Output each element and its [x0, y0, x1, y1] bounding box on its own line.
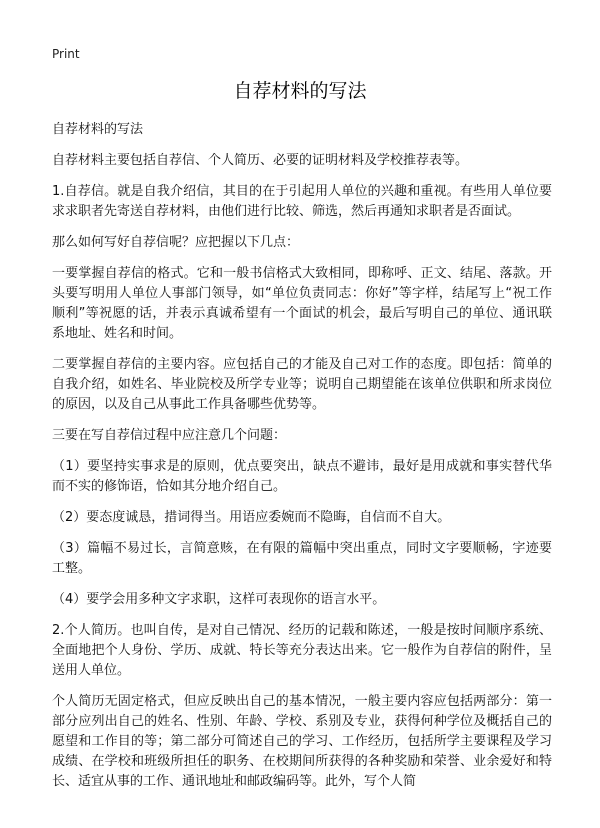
paragraph-issue-2: （2）要态度诚恳，措词得当。用语应委婉而不隐晦，自信而不自大。 — [52, 510, 451, 525]
document-body — [52, 120, 552, 803]
paragraph-issue-1: （1）要坚持实事求是的原则，优点要突出，缺点不避讳，最好是用成就和事实替代华而不实的修饰语，恰如其分地介绍自己。 — [52, 459, 552, 494]
paragraph-resume-format: 个人简历无固定格式，但应反映出自己的基本情况，一般主要内容应包括两部分：第一部分应列出自己的姓名、性别、年龄、学校、系别及专业，获得何种学位及概括自己的愿望和工作目的等；第二部分可简述自己的学习、工作经历，包括所学主要课程及学习成绩、在学校和班级所担任的职务、在校期间所获得的各种奖励和荣誉、业余爱好和特长、适宜从事的工作、通讯地址和邮政编码等。此外，写个人简 — [52, 694, 552, 789]
paragraph-point-content: 二要掌握自荐信的主要内容。应包括自己的才能及自己对工作的态度。即包括：简单的自我介绍，如姓名、毕业院校及所学专业等；说明自己期望能在该单位供职和所求岗位的原因，以及自己从事此工作具备哪些优势等。 — [52, 357, 552, 412]
paragraph-self-recommendation: 1.自荐信。就是自我介绍信，其目的在于引起用人单位的兴趣和重视。有些用人单位要求求职者先寄送自荐材料，由他们进行比较、筛选，然后再通知求职者是否面试。 — [52, 184, 552, 219]
paragraph-point-format: 一要掌握自荐信的格式。它和一般书信格式大致相同，即称呼、正文、结尾、落款。开头要写明用人单位人事部门领导，如“单位负责同志：你好”等字样，结尾写上“祝工作顺利”等祝愿的话，并表示真诚希望有一个面试的机会，最后写明自己的单位、通讯联系地址、姓名和时间。 — [52, 266, 552, 341]
paragraph-intro: 自荐材料主要包括自荐信、个人简历、必要的证明材料及学校推荐表等。 — [52, 153, 469, 168]
paragraph-how-to: 那么如何写好自荐信呢？应把握以下几点： — [52, 235, 300, 250]
print-link[interactable]: Print — [52, 47, 80, 61]
page-title: 自荐材料的写法 — [233, 80, 367, 102]
paragraph-point-issues: 三要在写自荐信过程中应注意几个问题： — [52, 428, 287, 443]
paragraph-issue-3: （3）篇幅不易过长，言简意赅，在有限的篇幅中突出重点，同时文字要顺畅，字迹要工整。 — [52, 541, 552, 576]
paragraph-issue-4: （4）要学会用多种文字求职，这样可表现你的语言水平。 — [52, 592, 386, 607]
paragraph-resume: 2.个人简历。也叫自传，是对自己情况、经历的记载和陈述，一般是按时间顺序系统、全面地把个人身份、学历、成就、特长等充分表达出来。它一般作为自荐信的附件，呈送用人单位。 — [52, 623, 552, 678]
paragraph-subtitle: 自荐材料的写法 — [52, 122, 144, 137]
